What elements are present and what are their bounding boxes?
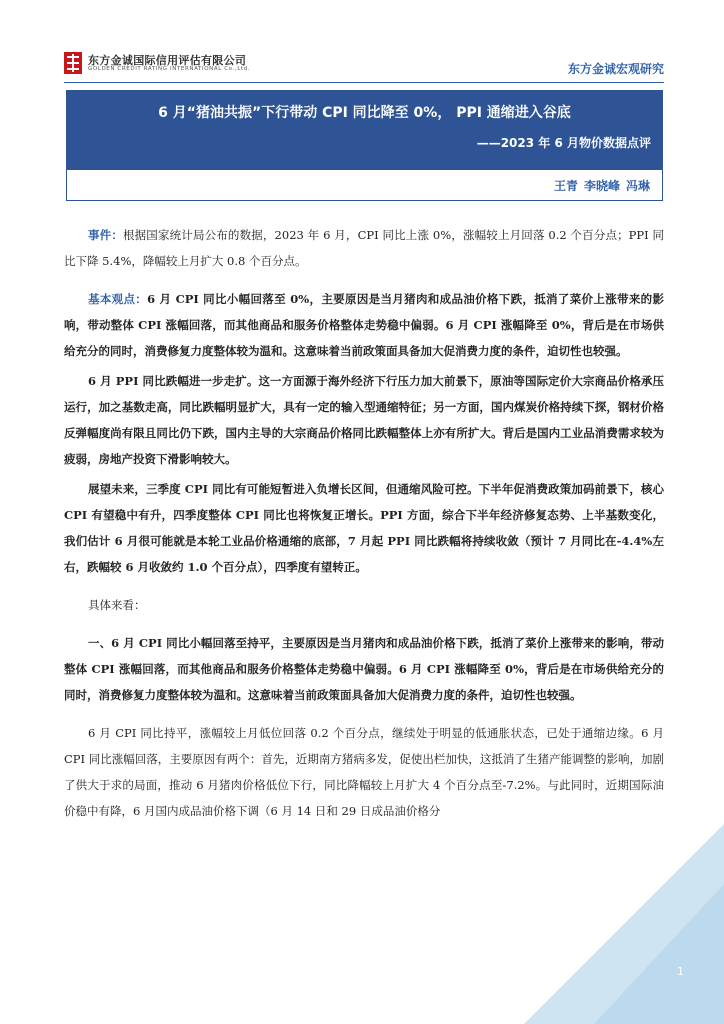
company-logo-icon xyxy=(64,52,82,74)
author-name: 李晓峰 xyxy=(583,179,620,193)
corner-decoration xyxy=(484,824,724,1024)
brand-label: 东方金诚宏观研究 xyxy=(567,62,664,76)
author-name: 冯琳 xyxy=(625,179,650,193)
company-name: 东方金诚国际信用评估有限公司 xyxy=(88,54,247,67)
header-divider xyxy=(64,82,664,83)
author-name: 王青 xyxy=(553,179,578,193)
section-one-heading: 一、6 月 CPI 同比小幅回落至持平，主要原因是当月猪肉和成品油价格下跌，抵消了菜价上涨带来的影响，带动整体 CPI 涨幅回落，而其他商品和服务价格整体走势稳中偏弱。6 月 CPI 涨幅降至 0%，背后是在市场供给充分的同时，消费修复力度整体较为温和。这意味着当前政策面具备加大促消费力度的条件，迫切性也较强。 xyxy=(64,636,664,702)
company-name-en: GOLDEN CREDIT RATING INTERNATIONAL Co.,Ltd. xyxy=(88,66,251,72)
author-list xyxy=(554,177,650,194)
report-body xyxy=(64,222,664,824)
page-number: 1 xyxy=(677,965,684,978)
detail-paragraph: 6 月 CPI 同比持平，涨幅较上月低位回落 0.2 个百分点，继续处于明显的低通胀状态，已处于通缩边缘。6 月 CPI 同比涨幅回落，主要原因有两个：首先，近期南方猪病多发，促使出栏加快，这抵消了生猪产能调整的影响，加剧了供大于求的局面，推动 6 月猪肉价格低位下行，同比降幅较上月扩大 4 个百分点至-7.2%。与此同时，近期国际油价稳中有降，6 月国内成品油价格下调（6 月 14 日和 29 日成品油价格分 xyxy=(64,726,664,818)
event-text: 根据国家统计局公布的数据，2023 年 6 月，CPI 同比上涨 0%，涨幅较上月回落 0.2 个百分点；PPI 同比下降 5.4%，降幅较上月扩大 0.8 个百分点。 xyxy=(64,228,664,268)
event-paragraph xyxy=(64,222,664,274)
event-label: 事件： xyxy=(88,228,123,242)
view-paragraph xyxy=(64,286,664,364)
view-text: 6 月 CPI 同比小幅回落至 0%，主要原因是当月猪肉和成品油价格下跌，抵消了菜价上涨带来的影响，带动整体 CPI 涨幅回落，而其他商品和服务价格整体走势稳中偏弱。6 月 CPI 涨幅降至 0%，背后是在市场供给充分的同时，消费修复力度整体较为温和。这意味着当前政策面具备加大促消费力度的条件，迫切性也较强。 xyxy=(64,292,665,358)
authors-box xyxy=(66,170,663,201)
title-banner xyxy=(66,90,663,170)
report-subtitle: ——2023 年 6 月物价数据点评 xyxy=(476,136,651,150)
report-title: 6 月“猪油共振”下行带动 CPI 同比降至 0%， PPI 通缩进入谷底 xyxy=(158,105,571,121)
view-label: 基本观点： xyxy=(88,292,148,306)
specifics-label: 具体来看： xyxy=(88,598,146,612)
ppi-paragraph: 6 月 PPI 同比跌幅进一步走扩。这一方面源于海外经济下行压力加大前景下，原油等国际定价大宗商品价格承压运行，加之基数走高，同比跌幅明显扩大，具有一定的输入型通缩特征；另一方面，国内煤炭价格持续下探，钢材价格反弹幅度尚有限且同比仍下跌，国内主导的大宗商品价格同比跌幅整体上亦有所扩大。背后是国内工业品消费需求较为疲弱，房地产投资下滑影响较大。 xyxy=(64,374,664,466)
page-header xyxy=(64,46,664,82)
outlook-paragraph: 展望未来，三季度 CPI 同比有可能短暂进入负增长区间，但通缩风险可控。下半年促消费政策加码前景下，核心 CPI 有望稳中有升，四季度整体 CPI 同比也将恢复正增长。PPI 方面，综合下半年经济修复态势、上半基数变化，我们估计 6 月很可能就是本轮工业品价格通缩的底部，7 月起 PPI 同比跌幅将持续收敛（预计 7 月同比在-4.4%左右，跌幅较 6 月收敛约 1.0 个百分点），四季度有望转正。 xyxy=(64,482,664,574)
